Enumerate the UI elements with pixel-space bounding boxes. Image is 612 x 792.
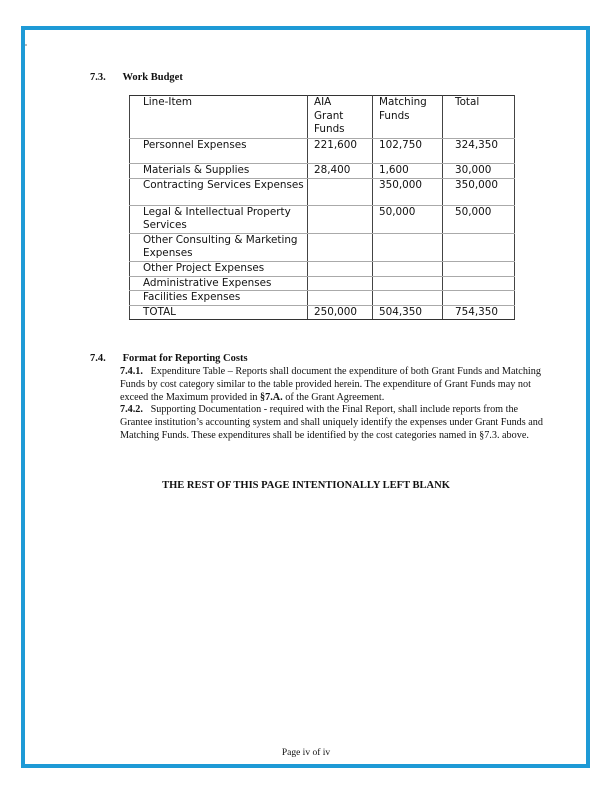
subsection-text-tail: of the Grant Agreement. bbox=[282, 391, 385, 403]
cell-total: 754,350 bbox=[443, 305, 515, 320]
table-row bbox=[130, 291, 515, 306]
cell-line-item: Legal & Intellectual Property Services bbox=[130, 205, 308, 233]
cell-total: 30,000 bbox=[443, 164, 515, 179]
cell-total: 324,350 bbox=[443, 139, 515, 164]
cell-grant: 221,600 bbox=[308, 139, 373, 164]
cell-total: 350,000 bbox=[443, 178, 515, 205]
cell-grant: 28,400 bbox=[308, 164, 373, 179]
table-row bbox=[130, 233, 515, 261]
cell-matching bbox=[373, 261, 443, 276]
cell-matching: 350,000 bbox=[373, 178, 443, 205]
subsection-text: Expenditure Table – Reports shall document the expenditure of both Grant Funds and Matching Funds by cost category similar to the table provided herein. The expenditure of Grant Funds may not exceed the Maximum provided in bbox=[120, 366, 541, 403]
cell-line-item: Materials & Supplies bbox=[130, 164, 308, 179]
cell-matching: 102,750 bbox=[373, 139, 443, 164]
cell-line-item: Administrative Expenses bbox=[130, 276, 308, 291]
section-reference: §7.A. bbox=[260, 391, 283, 403]
section-title: Work Budget bbox=[122, 72, 183, 83]
table-row bbox=[130, 205, 515, 233]
cell-total bbox=[443, 261, 515, 276]
cell-total bbox=[443, 276, 515, 291]
cell-matching bbox=[373, 276, 443, 291]
cell-matching: 50,000 bbox=[373, 205, 443, 233]
subsection-number: 7.4.1. bbox=[120, 366, 143, 377]
section-number: 7.3. bbox=[90, 72, 106, 83]
cell-matching: 1,600 bbox=[373, 164, 443, 179]
subsection-number: 7.4.2. bbox=[120, 404, 143, 415]
cell-matching bbox=[373, 233, 443, 261]
header-total: Total bbox=[443, 96, 515, 139]
work-budget-table bbox=[129, 95, 515, 320]
table-row bbox=[130, 178, 515, 205]
cell-line-item: Other Project Expenses bbox=[130, 261, 308, 276]
cell-line-item: Personnel Expenses bbox=[130, 139, 308, 164]
scan-mark bbox=[25, 44, 27, 46]
section-number: 7.4. bbox=[90, 353, 106, 364]
table-header-row bbox=[130, 96, 515, 139]
cell-grant bbox=[308, 233, 373, 261]
cell-line-item: TOTAL bbox=[130, 305, 308, 320]
table-row bbox=[130, 261, 515, 276]
cell-grant: 250,000 bbox=[308, 305, 373, 320]
cell-total bbox=[443, 291, 515, 306]
cell-matching: 504,350 bbox=[373, 305, 443, 320]
header-aia-grant-funds: AIA Grant Funds bbox=[308, 96, 373, 139]
cell-line-item: Contracting Services Expenses bbox=[130, 178, 308, 205]
header-line-item: Line-Item bbox=[130, 96, 308, 139]
cell-grant bbox=[308, 178, 373, 205]
header-matching-funds: Matching Funds bbox=[373, 96, 443, 139]
subsection-7-4-1 bbox=[120, 366, 545, 404]
table-total-row bbox=[130, 305, 515, 320]
page-number-footer: Page iv of iv bbox=[281, 748, 331, 758]
cell-grant bbox=[308, 291, 373, 306]
table-row bbox=[130, 139, 515, 164]
section-title: Format for Reporting Costs bbox=[122, 353, 248, 364]
cell-line-item: Facilities Expenses bbox=[130, 291, 308, 306]
table-row bbox=[130, 164, 515, 179]
cell-total: 50,000 bbox=[443, 205, 515, 233]
cell-matching bbox=[373, 291, 443, 306]
cell-grant bbox=[308, 261, 373, 276]
cell-line-item: Other Consulting & Marketing Expenses bbox=[130, 233, 308, 261]
cell-grant bbox=[308, 205, 373, 233]
cell-total bbox=[443, 233, 515, 261]
cell-grant bbox=[308, 276, 373, 291]
subsection-7-4-2 bbox=[120, 404, 545, 442]
section-heading-work-budget bbox=[90, 72, 183, 83]
section-heading-reporting-costs bbox=[90, 353, 248, 364]
blank-page-notice: THE REST OF THIS PAGE INTENTIONALLY LEFT BLANK bbox=[162, 480, 450, 491]
subsection-text: Supporting Documentation - required with the Final Report, shall include reports from the Grantee institution’s accounting system and shall uniquely identify the expenses under Grant Funds and Matching Funds. These expenditures shall be identified by the cost categories named in §7.3. above. bbox=[120, 404, 543, 441]
table-row bbox=[130, 276, 515, 291]
